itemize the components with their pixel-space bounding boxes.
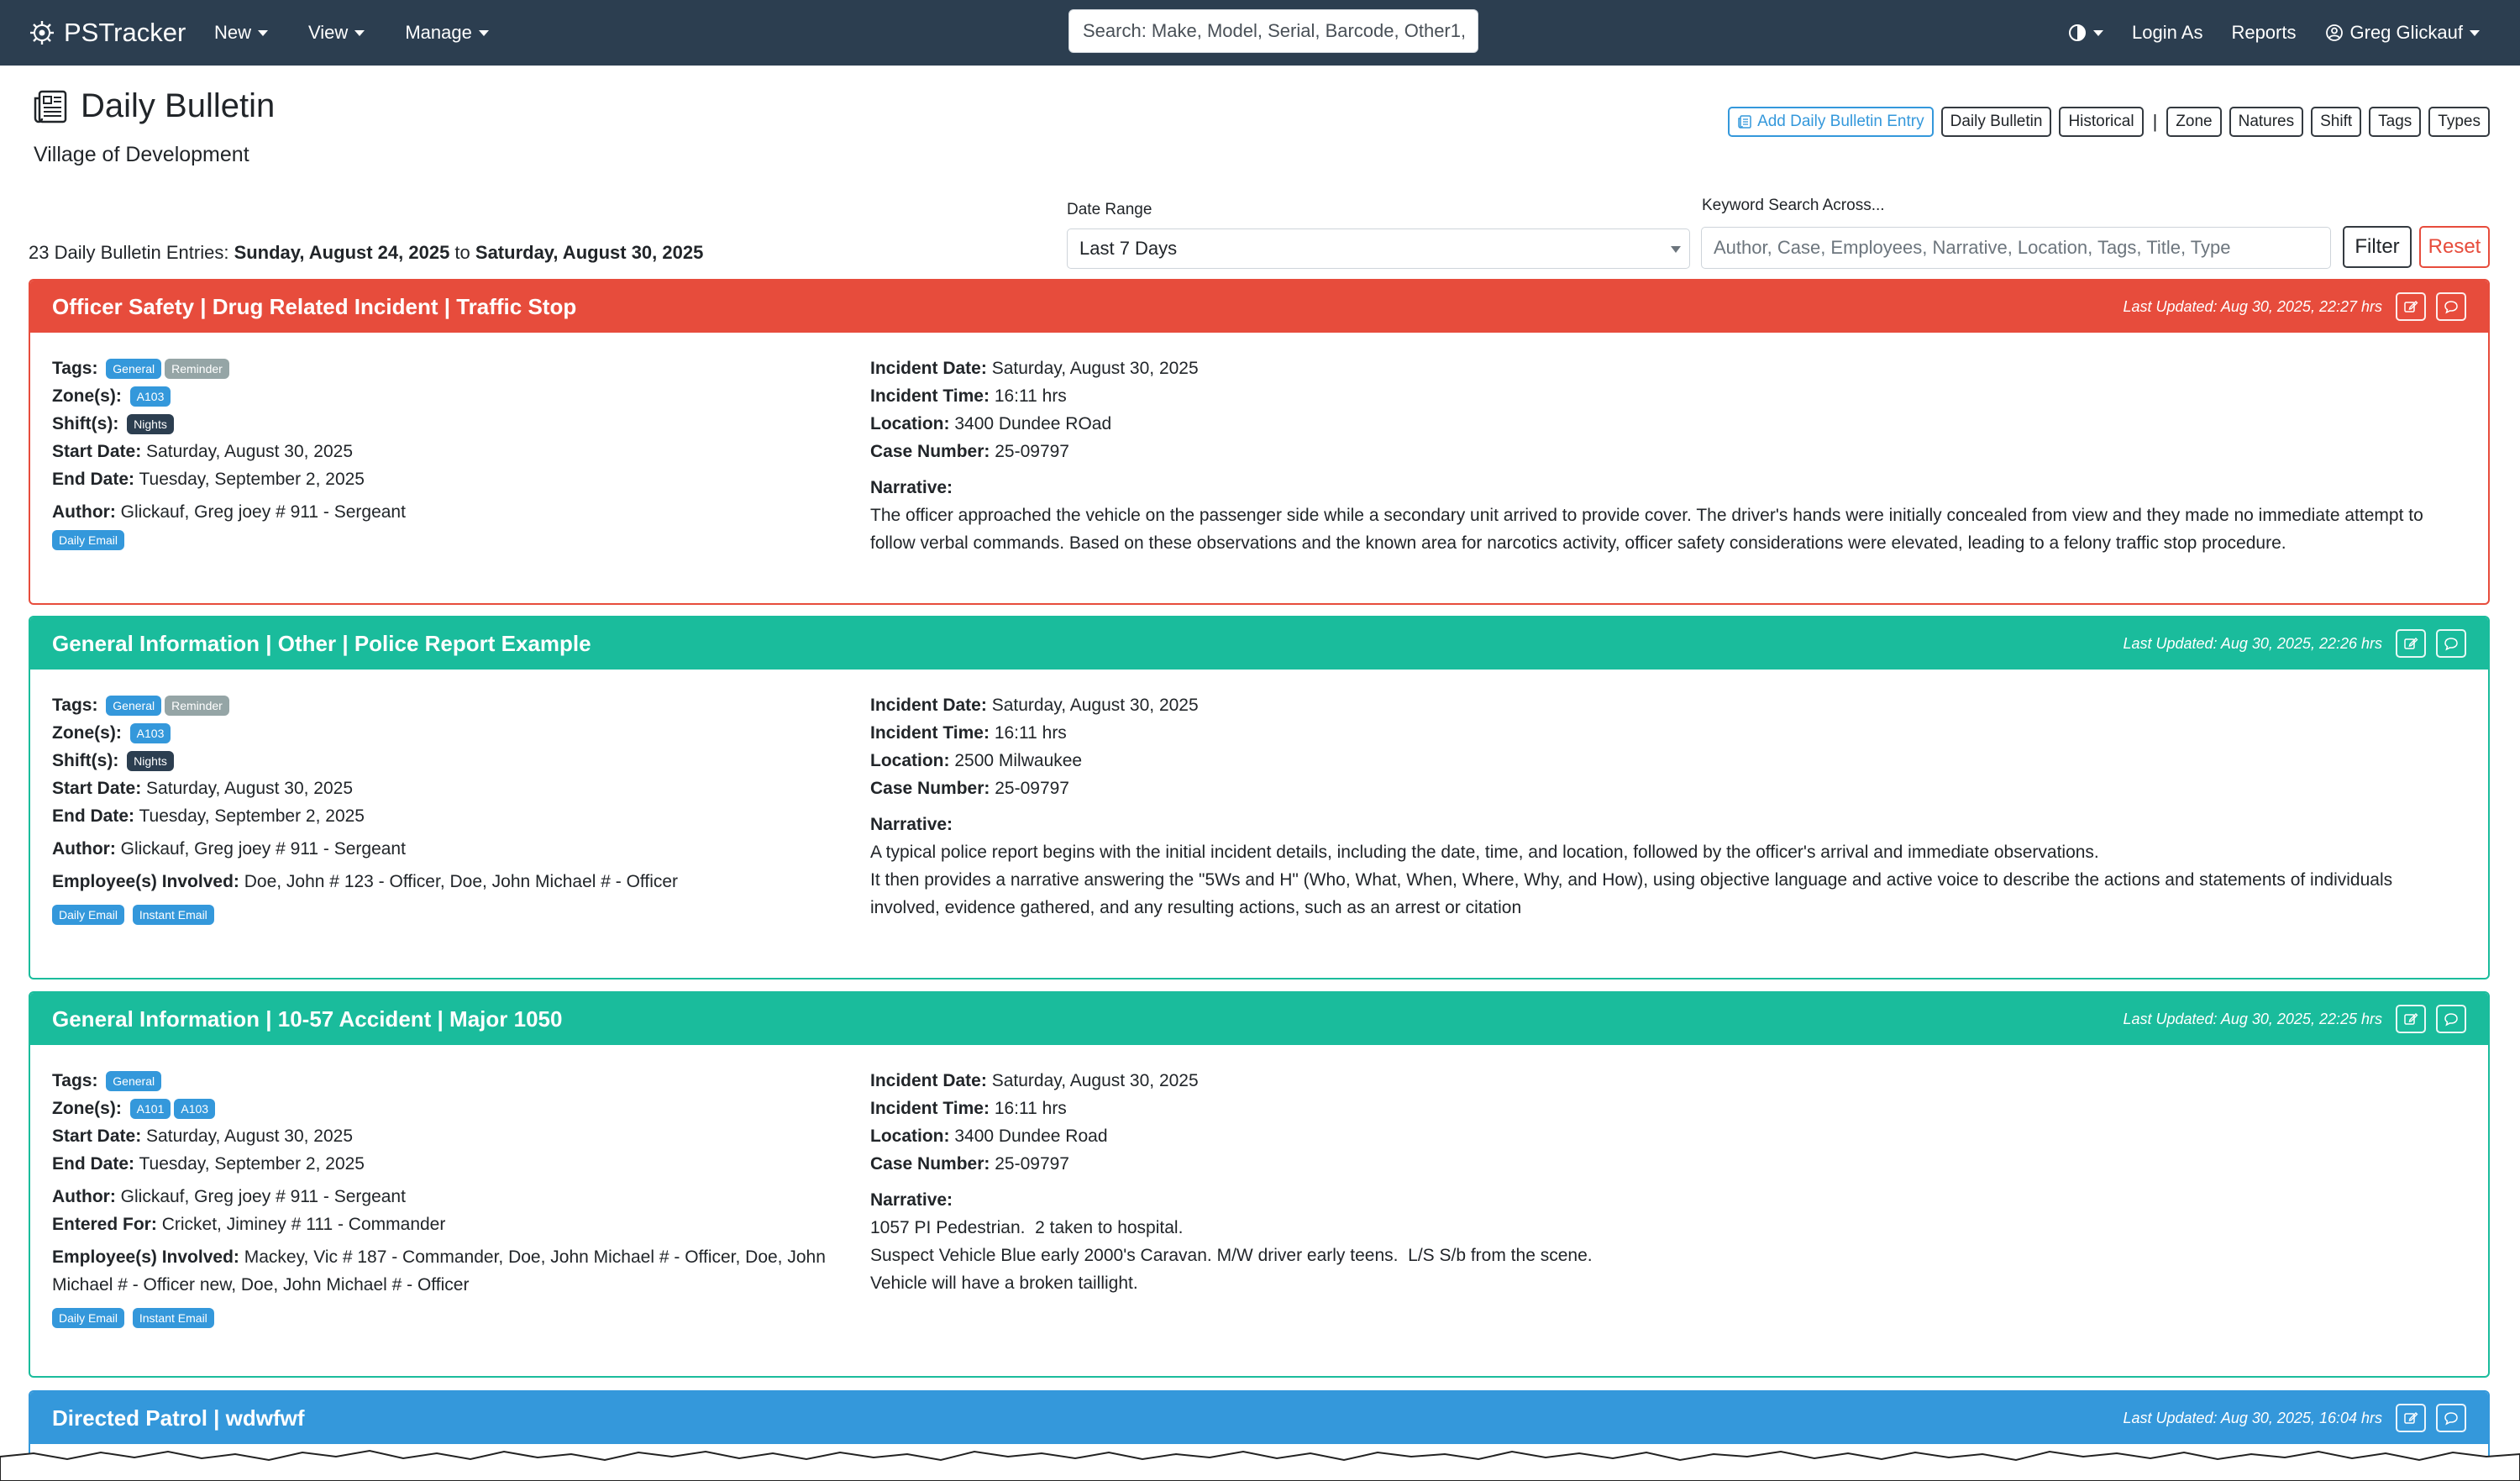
shift-button[interactable]: Shift	[2311, 107, 2361, 137]
incident-time-label: Incident Time:	[870, 386, 990, 406]
case-number-label: Case Number:	[870, 442, 990, 461]
incident-time-label: Incident Time:	[870, 723, 990, 743]
narrative-line: Suspect Vehicle Blue early 2000's Caravan. M/W driver early teens. L/S S/b from the scene.	[870, 1246, 1593, 1265]
tags-row	[52, 691, 850, 719]
brand[interactable]	[29, 0, 186, 66]
card-title[interactable]: General Information | Other | Police Report Example	[52, 630, 591, 656]
page-header	[32, 87, 275, 125]
theme-toggle[interactable]	[2068, 24, 2103, 42]
incident-time-value: 16:11 hrs	[994, 723, 1067, 743]
notify-badge: Instant Email	[133, 905, 214, 925]
incident-date-row	[870, 691, 2466, 719]
case-number-label: Case Number:	[870, 779, 990, 798]
incident-date-label: Incident Date:	[870, 1071, 987, 1090]
edit-button[interactable]	[2396, 292, 2426, 321]
end-date-row	[52, 1150, 850, 1178]
shift-badge: Nights	[127, 751, 174, 771]
case-number-label: Case Number:	[870, 1154, 990, 1174]
tag-badge: Reminder	[165, 696, 229, 716]
notify-badge: Instant Email	[133, 1308, 214, 1328]
tag-badge: General	[106, 1071, 161, 1091]
case-number-row	[870, 775, 2466, 802]
end-date-value: Tuesday, September 2, 2025	[139, 1154, 365, 1174]
narrative-line: 1057 PI Pedestrian. 2 taken to hospital.	[870, 1218, 1184, 1237]
location-value: 3400 Dundee Road	[954, 1127, 1108, 1146]
incident-date-label: Incident Date:	[870, 359, 987, 378]
notify-badge: Daily Email	[52, 905, 124, 925]
last-updated: Last Updated: Aug 30, 2025, 22:25 hrs	[2123, 1010, 2382, 1027]
comment-button[interactable]	[2436, 292, 2466, 321]
incident-time-value: 16:11 hrs	[994, 386, 1067, 406]
employees-value: Mackey, Vic # 187 - Commander, Doe, John Michael # - Officer, Doe, John	[244, 1247, 826, 1267]
nav-right	[2068, 0, 2480, 66]
location-label: Location:	[870, 414, 950, 433]
card-details-right	[870, 691, 2466, 922]
add-entry-button[interactable]	[1728, 107, 1934, 137]
card-header	[30, 617, 2488, 670]
start-date-row	[52, 1122, 850, 1150]
dropdown-arrow-icon	[1671, 246, 1681, 253]
zone-badge: A103	[130, 386, 171, 407]
narrative-line: It then provides a narrative answering the "5Ws and H" (Who, What, When, Where, Why, and How), using objective language and active voice to describe the actions and statements of individuals	[870, 870, 2393, 890]
natures-button[interactable]: Natures	[2229, 107, 2304, 137]
menu-manage[interactable]	[405, 22, 489, 44]
author-label: Author:	[52, 839, 116, 859]
edit-button[interactable]	[2396, 1404, 2426, 1432]
end-date-row	[52, 802, 850, 830]
comment-button[interactable]	[2436, 629, 2466, 658]
narrative-line: The officer approached the vehicle on the passenger side while a secondary unit arrived to provide cover. The driver's hands were initially concealed from view and they made no immediate attempt to	[870, 506, 2423, 525]
narrative-label: Narrative:	[870, 1190, 953, 1210]
zones-label: Zone(s):	[52, 1099, 122, 1118]
location-row	[870, 747, 2466, 775]
bulletin-card	[29, 279, 2490, 605]
caret-down-icon	[479, 30, 489, 36]
daily-bulletin-button[interactable]: Daily Bulletin	[1941, 107, 2052, 137]
narrative-line: involved, evidence gathered, and any resulting actions, such as an arrest or citation	[870, 898, 1522, 917]
newspaper-icon	[32, 88, 69, 125]
card-details-right	[870, 1067, 2466, 1297]
date-range-label: Date Range	[1067, 201, 1152, 218]
incident-time-label: Incident Time:	[870, 1099, 990, 1118]
card-title[interactable]: General Information | 10-57 Accident | Major 1050	[52, 1006, 563, 1032]
notify-row	[52, 526, 850, 554]
tags-row	[52, 354, 850, 382]
entered-for-label: Entered For:	[52, 1215, 157, 1234]
incident-date-row	[870, 1067, 2466, 1095]
author-value: Glickauf, Greg joey # 911 - Sergeant	[120, 1187, 406, 1206]
user-name: Greg Glickauf	[2349, 22, 2463, 43]
bulletin-toolbar	[1728, 107, 2490, 137]
global-search-input[interactable]	[1068, 9, 1478, 53]
card-header	[30, 993, 2488, 1045]
incident-date-value: Saturday, August 30, 2025	[991, 696, 1199, 715]
brand-name: PSTracker	[64, 18, 186, 47]
start-date-value: Saturday, August 30, 2025	[146, 779, 354, 798]
bulletin-card	[29, 616, 2490, 979]
main-menu	[214, 0, 489, 66]
card-meta	[2123, 617, 2466, 670]
card-header	[30, 281, 2488, 333]
comment-button[interactable]	[2436, 1005, 2466, 1033]
card-header	[30, 1392, 2488, 1444]
incident-date-label: Incident Date:	[870, 696, 987, 715]
last-updated: Last Updated: Aug 30, 2025, 16:04 hrs	[2123, 1409, 2382, 1426]
case-number-value: 25-09797	[995, 1154, 1069, 1174]
edit-button[interactable]	[2396, 629, 2426, 658]
end-date-label: End Date:	[52, 1154, 135, 1174]
incident-time-row	[870, 382, 2466, 410]
entered-for-value: Cricket, Jiminey # 111 - Commander	[161, 1215, 446, 1234]
chat-bubble-icon	[2444, 636, 2459, 651]
tags-row	[52, 1067, 850, 1095]
zone-badge: A101	[130, 1099, 171, 1119]
zones-row	[52, 1095, 850, 1122]
caret-down-icon	[258, 30, 268, 36]
location-row	[870, 1122, 2466, 1150]
date-range-value: Last 7 Days	[1079, 238, 1178, 259]
menu-new-label: New	[214, 22, 252, 43]
page-subtitle: Village of Development	[34, 143, 249, 166]
edit-icon	[2403, 1410, 2418, 1426]
zones-row	[52, 382, 850, 410]
chat-bubble-icon	[2444, 299, 2459, 314]
narrative-label: Narrative:	[870, 815, 953, 834]
tags-label: Tags:	[52, 1071, 98, 1090]
author-row	[52, 1183, 850, 1211]
location-value: 2500 Milwaukee	[954, 751, 1083, 770]
narrative-line: A typical police report begins with the initial incident details, including the date, time, and location, followed by the officer's arrival and immediate observations.	[870, 843, 2099, 862]
add-entry-label: Add Daily Bulletin Entry	[1757, 113, 1924, 130]
card-title[interactable]: Officer Safety | Drug Related Incident | Traffic Stop	[52, 293, 577, 319]
tag-badge: General	[106, 359, 161, 379]
menu-view-label: View	[308, 22, 349, 43]
summary-to-word: to	[449, 242, 475, 263]
last-updated: Last Updated: Aug 30, 2025, 22:27 hrs	[2123, 297, 2382, 315]
menu-new[interactable]	[214, 22, 268, 44]
date-range-select[interactable]	[1067, 228, 1690, 269]
user-circle-icon	[2325, 24, 2344, 42]
start-date-label: Start Date:	[52, 442, 142, 461]
start-date-value: Saturday, August 30, 2025	[146, 442, 354, 461]
incident-time-row	[870, 719, 2466, 747]
end-date-row	[52, 465, 850, 493]
incident-time-row	[870, 1095, 2466, 1122]
zones-row	[52, 719, 850, 747]
edit-icon	[2403, 636, 2418, 651]
summary-prefix: 23 Daily Bulletin Entries:	[29, 242, 234, 263]
page-title: Daily Bulletin	[81, 87, 276, 124]
filter-button[interactable]: Filter	[2343, 226, 2412, 268]
top-navbar	[0, 0, 2520, 66]
menu-manage-label: Manage	[405, 22, 472, 43]
author-row	[52, 835, 850, 863]
card-details-left	[52, 1067, 850, 1331]
comment-button[interactable]	[2436, 1404, 2466, 1432]
case-number-value: 25-09797	[995, 442, 1069, 461]
shifts-row	[52, 410, 850, 438]
tags-label: Tags:	[52, 359, 98, 378]
newspaper-icon	[1737, 114, 1752, 129]
employees-row	[52, 1243, 850, 1271]
case-number-row	[870, 438, 2466, 465]
end-date-value: Tuesday, September 2, 2025	[139, 806, 365, 826]
zone-badge: A103	[130, 723, 171, 743]
incident-time-value: 16:11 hrs	[994, 1099, 1067, 1118]
menu-view[interactable]	[308, 22, 365, 44]
shifts-label: Shift(s):	[52, 751, 119, 770]
author-row	[52, 498, 850, 526]
card-meta	[2123, 993, 2466, 1045]
tag-badge: Reminder	[165, 359, 229, 379]
edit-icon	[2403, 299, 2418, 314]
end-date-label: End Date:	[52, 806, 135, 826]
entered-for-row	[52, 1211, 850, 1238]
edit-button[interactable]	[2396, 1005, 2426, 1033]
location-row	[870, 410, 2466, 438]
zone-badge: A103	[174, 1099, 215, 1119]
shift-badge: Nights	[127, 414, 174, 434]
card-title[interactable]: Directed Patrol | wdwfwf	[52, 1405, 305, 1431]
user-menu[interactable]	[2325, 22, 2481, 44]
summary-to: Saturday, August 30, 2025	[475, 242, 704, 263]
employees-row	[52, 868, 850, 895]
employees-value: Michael # - Officer new, Doe, John Michael # - Officer	[52, 1275, 470, 1295]
summary-from: Sunday, August 24, 2025	[234, 242, 450, 263]
incident-date-row	[870, 354, 2466, 382]
chat-bubble-icon	[2444, 1011, 2459, 1027]
notify-row	[52, 1304, 850, 1331]
last-updated: Last Updated: Aug 30, 2025, 22:26 hrs	[2123, 634, 2382, 652]
keyword-search-input[interactable]	[1701, 227, 2331, 269]
card-meta	[2123, 281, 2466, 333]
incident-date-value: Saturday, August 30, 2025	[991, 1071, 1199, 1090]
zones-label: Zone(s):	[52, 723, 122, 743]
edit-icon	[2403, 1011, 2418, 1027]
author-value: Glickauf, Greg joey # 911 - Sergeant	[120, 502, 406, 522]
login-as-link[interactable]: Login As	[2132, 22, 2203, 43]
reset-button[interactable]: Reset	[2419, 226, 2490, 268]
incident-date-value: Saturday, August 30, 2025	[991, 359, 1199, 378]
notify-badge: Daily Email	[52, 530, 124, 550]
caret-down-icon	[354, 30, 365, 36]
badge-logo-icon	[29, 19, 55, 46]
card-meta	[2123, 1392, 2466, 1444]
torn-edge	[0, 1445, 2520, 1481]
author-label: Author:	[52, 502, 116, 522]
start-date-label: Start Date:	[52, 779, 142, 798]
location-label: Location:	[870, 751, 950, 770]
tag-badge: General	[106, 696, 161, 716]
start-date-label: Start Date:	[52, 1127, 142, 1146]
start-date-value: Saturday, August 30, 2025	[146, 1127, 354, 1146]
narrative-line: Vehicle will have a broken taillight.	[870, 1274, 1138, 1293]
entries-summary	[29, 242, 703, 264]
start-date-row	[52, 438, 850, 465]
caret-down-icon	[2470, 30, 2480, 36]
end-date-label: End Date:	[52, 470, 135, 489]
employees-label: Employee(s) Involved:	[52, 1247, 239, 1267]
tags-button[interactable]: Tags	[2369, 107, 2421, 137]
narrative-label: Narrative:	[870, 478, 953, 497]
end-date-value: Tuesday, September 2, 2025	[139, 470, 365, 489]
tags-label: Tags:	[52, 696, 98, 715]
shifts-row	[52, 747, 850, 775]
employees-value: Doe, John # 123 - Officer, Doe, John Michael # - Officer	[244, 872, 679, 891]
card-details-left	[52, 691, 850, 928]
case-number-row	[870, 1150, 2466, 1178]
half-circle-contrast-icon	[2068, 24, 2087, 42]
case-number-value: 25-09797	[995, 779, 1069, 798]
author-label: Author:	[52, 1187, 116, 1206]
notify-row	[52, 901, 850, 928]
start-date-row	[52, 775, 850, 802]
keyword-label: Keyword Search Across...	[1702, 197, 1885, 214]
bulletin-card	[29, 991, 2490, 1378]
narrative-line: follow verbal commands. Based on these observations and the known area for narcotics activity, officer safety considerations were elevated, leading to a felony traffic stop procedure.	[870, 533, 2286, 553]
card-details-left	[52, 354, 850, 554]
author-value: Glickauf, Greg joey # 911 - Sergeant	[120, 839, 406, 859]
types-button[interactable]: Types	[2428, 107, 2490, 137]
employees-label: Employee(s) Involved:	[52, 872, 239, 891]
zone-button[interactable]: Zone	[2166, 107, 2221, 137]
chat-bubble-icon	[2444, 1410, 2459, 1426]
reports-link[interactable]: Reports	[2231, 22, 2297, 43]
location-value: 3400 Dundee ROad	[954, 414, 1112, 433]
notify-badge: Daily Email	[52, 1308, 124, 1328]
employees-row-continued	[52, 1271, 850, 1299]
zones-label: Zone(s):	[52, 386, 122, 406]
caret-down-icon	[2093, 30, 2103, 36]
historical-button[interactable]: Historical	[2059, 107, 2143, 137]
toolbar-separator: |	[2152, 111, 2158, 132]
card-details-right	[870, 354, 2466, 557]
shifts-label: Shift(s):	[52, 414, 119, 433]
location-label: Location:	[870, 1127, 950, 1146]
